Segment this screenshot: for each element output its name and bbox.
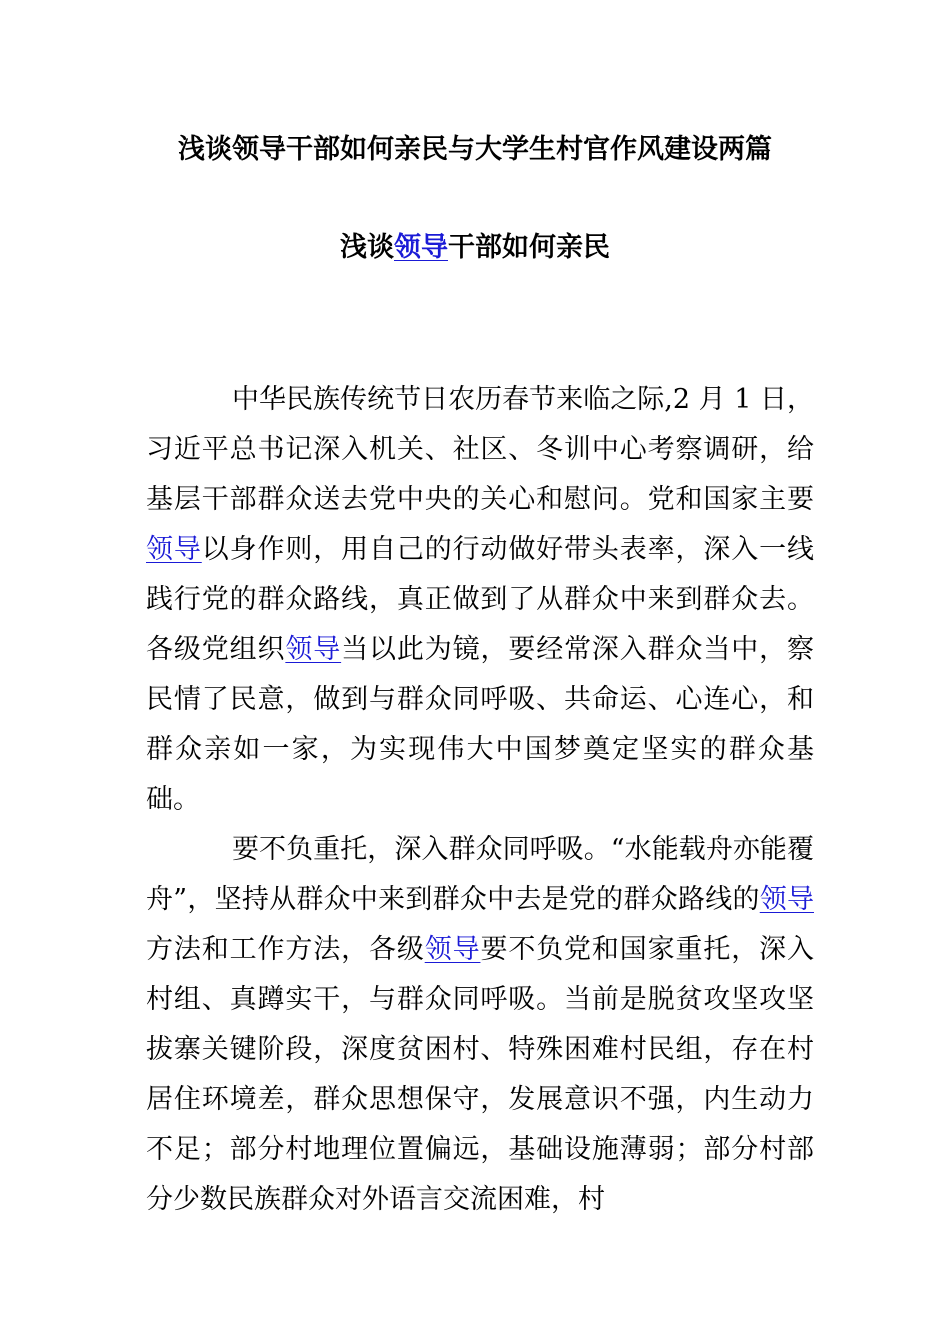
paragraph-text: 中华民族传统节日农历春节来临之际,2 月 1 日，习近平总书记深入机关、社区、冬训中心考察调研，给基层干部群众送去党中央的关心和慰问。党和国家主要 [146, 384, 814, 515]
section-title [0, 226, 950, 270]
paragraph-text: 方法和工作方法，各级 [146, 934, 425, 965]
inline-link[interactable]: 领导 [146, 534, 202, 565]
paragraph-text: 要不负重托，深入群众同呼吸。“水能载舟亦能覆舟”，坚持从群众中来到群众中去是党的群众路线的 [146, 834, 814, 915]
section-title-prefix: 浅谈 [340, 232, 394, 263]
document-title: 浅谈领导干部如何亲民与大学生村官作风建设两篇 [178, 134, 772, 165]
inline-link[interactable]: 领导 [424, 934, 481, 965]
paragraph-text: 要不负党和国家重托，深入村组、真蹲实干，与群众同呼吸。当前是脱贫攻坚攻坚拔寨关键阶段，深度贫困村、特殊困难村民组，存在村居住环境差，群众思想保守，发展意识不强，内生动力不足；部分村地理位置偏远，基础设施薄弱；部分村部分少数民族群众对外语言交流困难，村 [146, 934, 815, 1215]
paragraph-text: 以身作则，用自己的行动做好带头表率，深入一线践行党的群众路线，真正做到了从群众中来到群众去。各级党组织 [146, 534, 815, 665]
section-title-link[interactable]: 领导 [394, 232, 448, 263]
paragraph-text: 当以此为镜，要经常深入群众当中，察民情了民意，做到与群众同呼吸、共命运、心连心，和群众亲如一家，为实现伟大中国梦奠定坚实的群众基础。 [146, 634, 815, 815]
section-title-suffix: 干部如何亲民 [448, 232, 610, 263]
body-text [146, 375, 814, 1225]
paragraph [146, 825, 814, 1225]
inline-link[interactable]: 领导 [285, 634, 342, 665]
inline-link[interactable]: 领导 [759, 884, 814, 915]
paragraph [146, 375, 814, 825]
